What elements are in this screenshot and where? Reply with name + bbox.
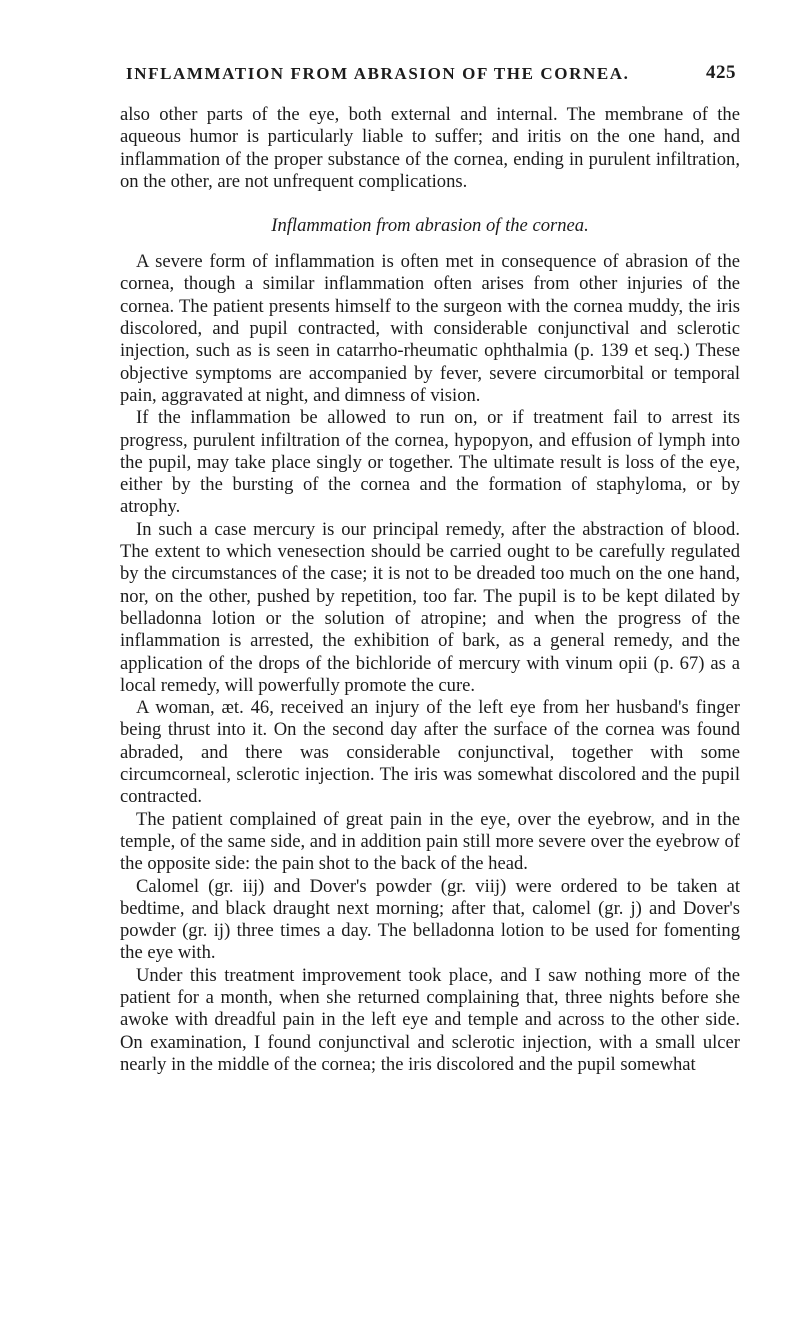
section-title: Inflammation from abrasion of the cornea. <box>271 215 589 237</box>
page-number: 425 <box>706 62 736 83</box>
paragraph: A severe form of inflammation is often met in consequence of abrasion of the cornea, though a similar inflammation often arises from other injuries of the cornea. The patient presents himself to the surgeon with the cornea muddy, the iris discolored, and pupil contracted, with considerable conjunctival and sclerotic injection, such as is seen in catarrho-rheumatic ophthalmia (p. 139 et seq.) These objective symptoms are accompanied by fever, severe circumorbital or temporal pain, aggravated at night, and dimness of vision. <box>120 251 740 406</box>
paragraph: A woman, æt. 46, received an injury of the left eye from her husband's finger being thrust into it. On the second day after the surface of the cornea was found abraded, and there was considerable conjunctival, together with some circumcorneal, sclerotic injection. The iris was somewhat discolored and the pupil contracted. <box>120 697 740 808</box>
intro-paragraph: also other parts of the eye, both external and internal. The membrane of the aqueous humor is particularly liable to suffer; and iritis on the one hand, and inflammation of the proper substance of the cornea, ending in purulent infiltration, on the other, are not unfrequent complications. <box>120 104 740 192</box>
paragraph: If the inflammation be allowed to run on, or if treatment fail to arrest its progress, purulent infiltration of the cornea, hypopyon, and effusion of lymph into the pupil, may take place singly or together. The ultimate result is loss of the eye, either by the bursting of the cornea and the formation of staphyloma, or by atrophy. <box>120 407 740 518</box>
book-page <box>120 60 740 1076</box>
paragraph: Calomel (gr. iij) and Dover's powder (gr. viij) were ordered to be taken at bedtime, and black draught next morning; after that, calomel (gr. j) and Dover's powder (gr. ij) three times a day. The belladonna lotion to be used for fomenting the eye with. <box>120 875 740 964</box>
running-head <box>120 60 740 90</box>
paragraph: Under this treatment improvement took place, and I saw nothing more of the patient for a month, when she returned complaining that, three nights before she awoke with dreadful pain in the left eye and temple and across to the other side. On examination, I found conjunctival and sclerotic injection, with a small ulcer nearly in the middle of the cornea; the iris discolored and the pupil somewhat <box>120 964 740 1075</box>
running-head-title: INFLAMMATION FROM ABRASION OF THE CORNEA. <box>126 64 630 83</box>
paragraph: The patient complained of great pain in the eye, over the eyebrow, and in the temple, of the same side, and in addition pain still more severe over the eyebrow of the opposite side: the pain shot to the back of the head. <box>120 808 740 875</box>
paragraph: In such a case mercury is our principal remedy, after the abstraction of blood. The extent to which venesection should be carried ought to be carefully regulated by the circumstances of the case; it is not to be dreaded too much on the one hand, nor, on the other, pushed by repetition, too far. The pupil is to be kept dilated by belladonna lotion or the solution of atropine; and when the progress of the inflammation is arrested, the exhibition of bark, as a general remedy, and the application of the drops of the bichloride of mercury with vinum opii (p. 67) as a local remedy, will powerfully promote the cure. <box>120 518 740 696</box>
body-text <box>120 104 740 1076</box>
